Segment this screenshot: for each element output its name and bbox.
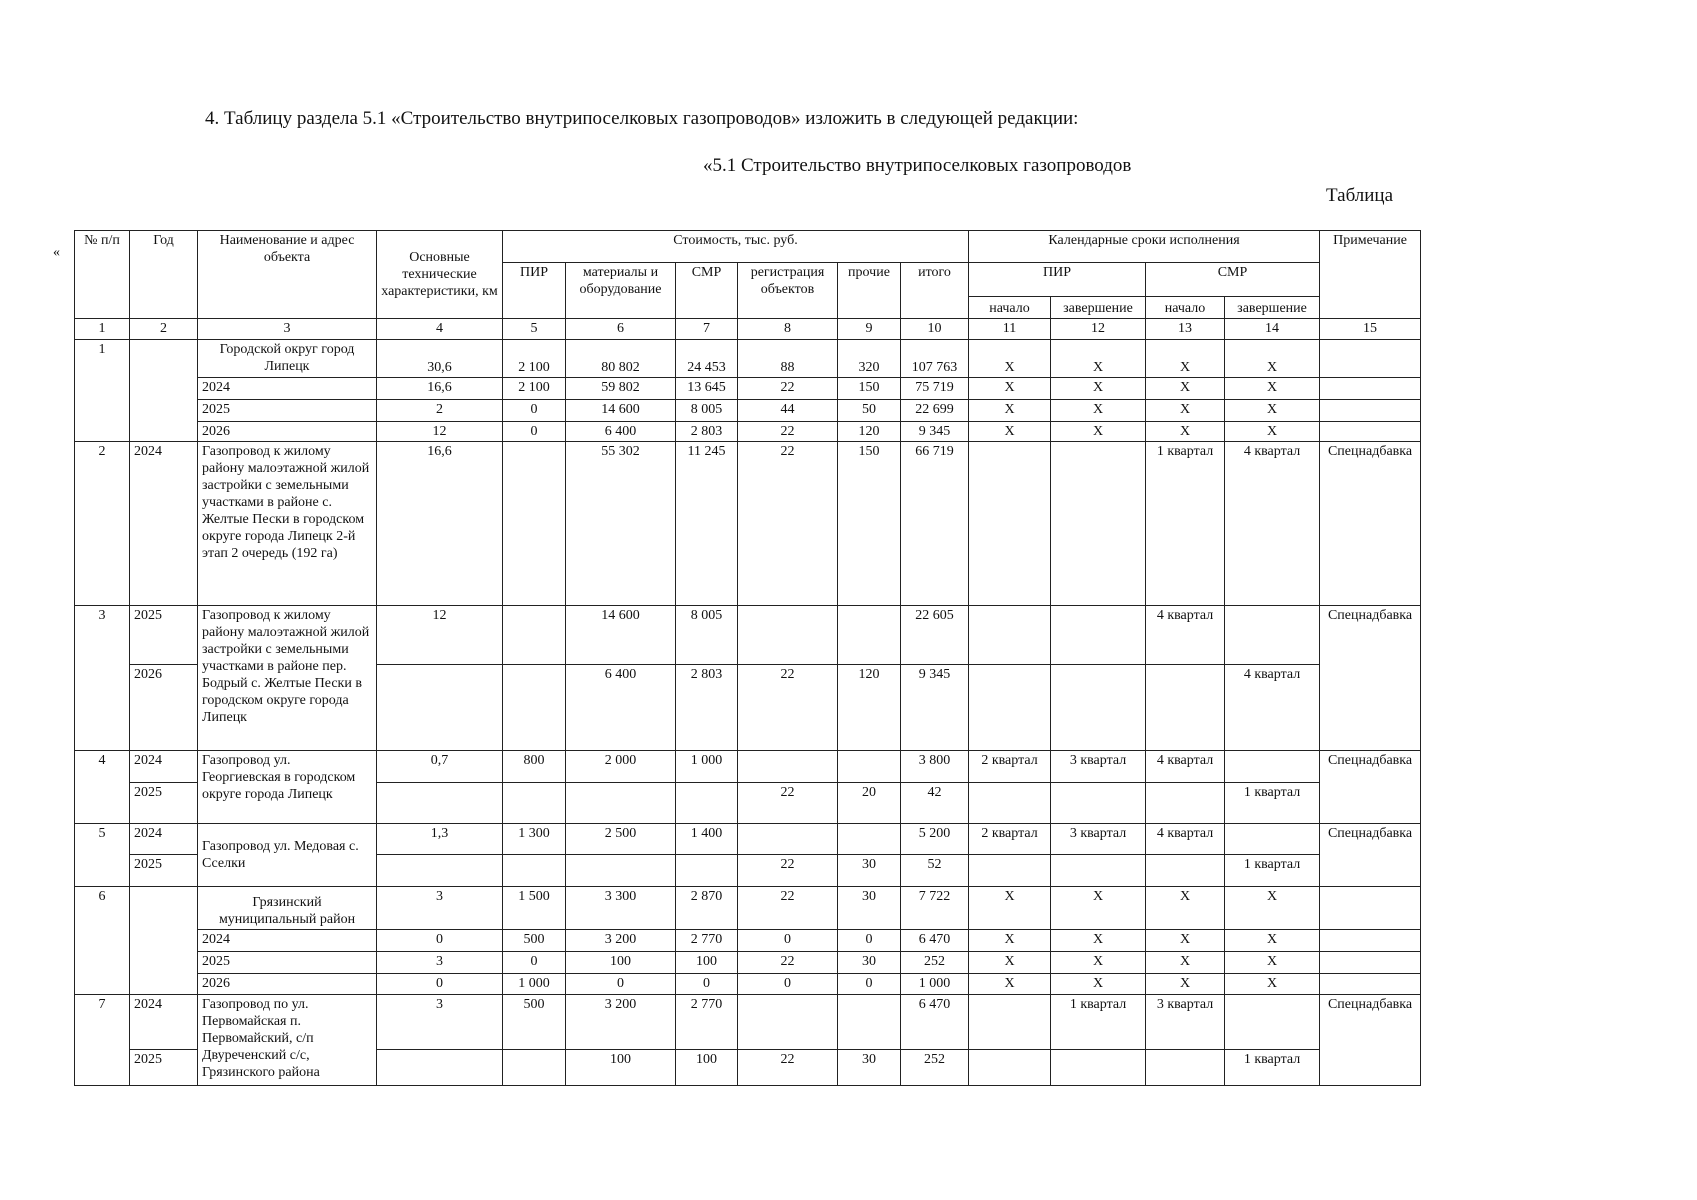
row-name: 2026 <box>198 422 377 442</box>
table-row <box>75 974 1421 995</box>
header-cost: Стоимость, тыс. руб. <box>503 231 969 263</box>
row-smr-end: X <box>1225 378 1320 400</box>
row-km: 3 <box>377 995 503 1050</box>
row-pir-end: X <box>1051 930 1146 952</box>
col-number: 6 <box>566 319 676 340</box>
row-pir: 1 300 <box>503 824 566 855</box>
row-km: 16,6 <box>377 442 503 606</box>
row-note: Спецнадбавка <box>1320 824 1421 887</box>
row-smr-end <box>1225 606 1320 665</box>
row-smr: 100 <box>676 1050 738 1086</box>
row-pir: 2 100 <box>503 378 566 400</box>
row-other: 120 <box>838 665 901 751</box>
row-pir: 0 <box>503 400 566 422</box>
row-registration <box>738 824 838 855</box>
col-number: 13 <box>1146 319 1225 340</box>
row-smr-end: 4 квартал <box>1225 665 1320 751</box>
row-smr-end: X <box>1225 400 1320 422</box>
row-materials: 100 <box>566 952 676 974</box>
row-pir <box>503 442 566 606</box>
row-km: 16,6 <box>377 378 503 400</box>
row-smr-start: X <box>1146 378 1225 400</box>
row-year: 2025 <box>130 1050 198 1086</box>
row-name: Газопровод к жилому району малоэтажной жилой застройки с земельными участками в районе пер. Бодрый с. Желтые Пески в городском округе города Липецк <box>198 606 377 751</box>
col-number: 7 <box>676 319 738 340</box>
row-pir-start: 2 квартал <box>969 751 1051 783</box>
col-number: 3 <box>198 319 377 340</box>
col-number: 4 <box>377 319 503 340</box>
row-num: 1 <box>75 340 130 442</box>
row-registration <box>738 751 838 783</box>
row-total: 22 605 <box>901 606 969 665</box>
row-smr: 13 645 <box>676 378 738 400</box>
row-smr-end <box>1225 995 1320 1050</box>
header-total: итого <box>901 263 969 319</box>
row-pir: 800 <box>503 751 566 783</box>
row-name: Газопровод ул. Медовая с. Сселки <box>198 824 377 887</box>
row-km <box>377 665 503 751</box>
row-materials <box>566 855 676 887</box>
row-name: 2025 <box>198 400 377 422</box>
row-pir-start: X <box>969 930 1051 952</box>
row-smr: 11 245 <box>676 442 738 606</box>
row-km: 1,3 <box>377 824 503 855</box>
table-row <box>75 442 1421 606</box>
row-pir-start <box>969 783 1051 824</box>
header-materials: материалы и оборудование <box>566 263 676 319</box>
row-num: 2 <box>75 442 130 606</box>
row-registration: 22 <box>738 1050 838 1086</box>
row-materials: 0 <box>566 974 676 995</box>
header-schedule-pir: ПИР <box>969 263 1146 297</box>
row-pir-start <box>969 1050 1051 1086</box>
row-other: 50 <box>838 400 901 422</box>
row-pir-start: X <box>969 340 1051 378</box>
row-pir-start <box>969 855 1051 887</box>
row-smr-start: 4 квартал <box>1146 751 1225 783</box>
row-note <box>1320 974 1421 995</box>
row-smr-start: X <box>1146 887 1225 930</box>
header-pir: ПИР <box>503 263 566 319</box>
row-registration: 22 <box>738 665 838 751</box>
row-smr-end <box>1225 824 1320 855</box>
row-km: 0 <box>377 930 503 952</box>
row-smr-start: 1 квартал <box>1146 442 1225 606</box>
quote-mark: « <box>53 245 60 260</box>
row-pir-end <box>1051 855 1146 887</box>
col-number: 10 <box>901 319 969 340</box>
row-pir-start: X <box>969 378 1051 400</box>
row-registration: 88 <box>738 340 838 378</box>
row-registration: 22 <box>738 952 838 974</box>
table-row <box>75 400 1421 422</box>
row-pir-end: X <box>1051 340 1146 378</box>
row-pir <box>503 855 566 887</box>
table-row <box>75 995 1421 1050</box>
row-smr-end: X <box>1225 930 1320 952</box>
row-registration: 44 <box>738 400 838 422</box>
row-km: 30,6 <box>377 340 503 378</box>
row-km: 12 <box>377 422 503 442</box>
row-pir-end: 3 квартал <box>1051 824 1146 855</box>
row-year: 2026 <box>130 665 198 751</box>
row-total: 1 000 <box>901 974 969 995</box>
row-year: 2024 <box>130 442 198 606</box>
row-year: 2024 <box>130 751 198 783</box>
row-materials: 14 600 <box>566 606 676 665</box>
row-smr-start: X <box>1146 422 1225 442</box>
row-note: Спецнадбавка <box>1320 751 1421 824</box>
row-name: 2026 <box>198 974 377 995</box>
row-note <box>1320 952 1421 974</box>
row-other: 30 <box>838 952 901 974</box>
row-note: Спецнадбавка <box>1320 606 1421 751</box>
row-smr: 0 <box>676 974 738 995</box>
table-title: «5.1 Строительство внутрипоселковых газопроводов <box>703 155 1132 176</box>
row-total: 66 719 <box>901 442 969 606</box>
row-total: 22 699 <box>901 400 969 422</box>
row-year: 2025 <box>130 855 198 887</box>
header-year: Год <box>130 231 198 319</box>
row-total: 3 800 <box>901 751 969 783</box>
row-smr <box>676 855 738 887</box>
row-registration: 22 <box>738 422 838 442</box>
row-note <box>1320 422 1421 442</box>
row-note <box>1320 400 1421 422</box>
row-materials: 3 200 <box>566 930 676 952</box>
row-materials: 55 302 <box>566 442 676 606</box>
table-row <box>75 952 1421 974</box>
row-smr: 2 803 <box>676 422 738 442</box>
row-name: Городской округ город Липецк <box>198 340 377 378</box>
row-pir-end: X <box>1051 400 1146 422</box>
row-pir-start <box>969 665 1051 751</box>
row-pir-end: X <box>1051 887 1146 930</box>
row-other: 0 <box>838 930 901 952</box>
row-pir: 500 <box>503 995 566 1050</box>
row-smr: 2 770 <box>676 995 738 1050</box>
table-row <box>75 824 1421 855</box>
row-total: 9 345 <box>901 422 969 442</box>
row-km <box>377 855 503 887</box>
row-smr-start <box>1146 1050 1225 1086</box>
row-year: 2025 <box>130 783 198 824</box>
row-registration <box>738 606 838 665</box>
row-registration: 22 <box>738 855 838 887</box>
header-registration: регистрация объектов <box>738 263 838 319</box>
row-smr-start: X <box>1146 930 1225 952</box>
table-label: Таблица <box>1326 185 1394 206</box>
row-km: 3 <box>377 887 503 930</box>
row-smr-end <box>1225 751 1320 783</box>
row-smr-end: 1 квартал <box>1225 783 1320 824</box>
row-other: 30 <box>838 887 901 930</box>
row-note <box>1320 378 1421 400</box>
row-smr: 2 770 <box>676 930 738 952</box>
row-smr-start <box>1146 855 1225 887</box>
row-pir-start: 2 квартал <box>969 824 1051 855</box>
row-note: Спецнадбавка <box>1320 995 1421 1086</box>
row-pir-start <box>969 606 1051 665</box>
gas-pipeline-table <box>74 230 1421 1086</box>
row-pir-end <box>1051 1050 1146 1086</box>
row-pir-end <box>1051 606 1146 665</box>
row-materials: 3 300 <box>566 887 676 930</box>
table-row <box>75 930 1421 952</box>
row-pir-end: X <box>1051 952 1146 974</box>
row-total: 252 <box>901 952 969 974</box>
row-year: 2025 <box>130 606 198 665</box>
row-other: 150 <box>838 442 901 606</box>
col-number: 12 <box>1051 319 1146 340</box>
row-year <box>130 887 198 995</box>
row-km <box>377 783 503 824</box>
row-pir-start: X <box>969 400 1051 422</box>
row-smr-start <box>1146 783 1225 824</box>
row-registration: 0 <box>738 930 838 952</box>
row-materials: 14 600 <box>566 400 676 422</box>
row-other: 30 <box>838 855 901 887</box>
col-number: 2 <box>130 319 198 340</box>
header-schedule-smr: СМР <box>1146 263 1320 297</box>
table-row <box>75 378 1421 400</box>
row-pir: 1 500 <box>503 887 566 930</box>
row-year: 2024 <box>130 824 198 855</box>
row-smr-start: X <box>1146 340 1225 378</box>
col-number: 15 <box>1320 319 1421 340</box>
row-materials: 6 400 <box>566 665 676 751</box>
row-pir: 500 <box>503 930 566 952</box>
row-smr: 8 005 <box>676 606 738 665</box>
row-other: 320 <box>838 340 901 378</box>
row-smr-end: X <box>1225 974 1320 995</box>
row-smr-end: 1 квартал <box>1225 855 1320 887</box>
row-total: 5 200 <box>901 824 969 855</box>
column-number-row <box>75 319 1421 340</box>
row-total: 9 345 <box>901 665 969 751</box>
row-registration: 22 <box>738 378 838 400</box>
header-characteristics: Основные технические характеристики, км <box>377 231 503 319</box>
table-row <box>75 751 1421 783</box>
row-pir <box>503 783 566 824</box>
row-pir-end: 3 квартал <box>1051 751 1146 783</box>
row-total: 6 470 <box>901 930 969 952</box>
row-pir-start: X <box>969 974 1051 995</box>
row-smr: 24 453 <box>676 340 738 378</box>
col-number: 9 <box>838 319 901 340</box>
row-pir-end: X <box>1051 378 1146 400</box>
row-other: 30 <box>838 1050 901 1086</box>
row-smr-start: X <box>1146 400 1225 422</box>
row-note <box>1320 340 1421 378</box>
row-total: 6 470 <box>901 995 969 1050</box>
row-materials: 2 000 <box>566 751 676 783</box>
header-row-1 <box>75 231 1421 263</box>
row-num: 3 <box>75 606 130 751</box>
row-smr: 1 400 <box>676 824 738 855</box>
row-smr-start: X <box>1146 974 1225 995</box>
row-year: 2024 <box>130 995 198 1050</box>
row-pir <box>503 1050 566 1086</box>
row-materials <box>566 783 676 824</box>
row-pir: 2 100 <box>503 340 566 378</box>
row-registration: 22 <box>738 442 838 606</box>
row-pir <box>503 606 566 665</box>
row-other <box>838 824 901 855</box>
col-number: 14 <box>1225 319 1320 340</box>
row-num: 5 <box>75 824 130 887</box>
row-smr-start <box>1146 665 1225 751</box>
row-other: 120 <box>838 422 901 442</box>
row-smr-end: X <box>1225 340 1320 378</box>
table-row <box>75 340 1421 378</box>
row-materials: 100 <box>566 1050 676 1086</box>
row-smr-end: X <box>1225 887 1320 930</box>
row-num: 7 <box>75 995 130 1086</box>
row-name: Газопровод ул. Георгиевская в городском округе города Липецк <box>198 751 377 824</box>
header-pir-end: завершение <box>1051 297 1146 319</box>
row-smr: 100 <box>676 952 738 974</box>
row-name: 2024 <box>198 378 377 400</box>
row-materials: 3 200 <box>566 995 676 1050</box>
col-number: 5 <box>503 319 566 340</box>
header-name: Наименование и адрес объекта <box>198 231 377 319</box>
table-row <box>75 422 1421 442</box>
row-materials: 6 400 <box>566 422 676 442</box>
row-total: 75 719 <box>901 378 969 400</box>
row-pir-end: X <box>1051 974 1146 995</box>
row-pir: 0 <box>503 952 566 974</box>
row-pir-start <box>969 442 1051 606</box>
col-number: 11 <box>969 319 1051 340</box>
header-pir-start: начало <box>969 297 1051 319</box>
header-num: № п/п <box>75 231 130 319</box>
row-smr <box>676 783 738 824</box>
row-total: 7 722 <box>901 887 969 930</box>
row-total: 107 763 <box>901 340 969 378</box>
row-km: 0 <box>377 974 503 995</box>
row-smr-end: 1 квартал <box>1225 1050 1320 1086</box>
col-number: 8 <box>738 319 838 340</box>
row-name: 2025 <box>198 952 377 974</box>
row-smr-start: 4 квартал <box>1146 606 1225 665</box>
row-other <box>838 606 901 665</box>
row-pir-end <box>1051 665 1146 751</box>
row-year <box>130 340 198 442</box>
header-smr: СМР <box>676 263 738 319</box>
row-km: 0,7 <box>377 751 503 783</box>
row-smr: 2 803 <box>676 665 738 751</box>
row-name: Грязинский муниципальный район <box>198 887 377 930</box>
row-km <box>377 1050 503 1086</box>
row-pir: 0 <box>503 422 566 442</box>
row-other: 20 <box>838 783 901 824</box>
row-pir-start <box>969 995 1051 1050</box>
row-total: 252 <box>901 1050 969 1086</box>
row-pir-start: X <box>969 887 1051 930</box>
row-note <box>1320 930 1421 952</box>
row-materials: 2 500 <box>566 824 676 855</box>
row-smr-end: 4 квартал <box>1225 442 1320 606</box>
section-intro: 4. Таблицу раздела 5.1 «Строительство внутрипоселковых газопроводов» изложить в следующей редакции: <box>205 108 1079 129</box>
row-other <box>838 751 901 783</box>
row-smr-start: 4 квартал <box>1146 824 1225 855</box>
row-registration: 22 <box>738 783 838 824</box>
header-schedule: Календарные сроки исполнения <box>969 231 1320 263</box>
header-smr-end: завершение <box>1225 297 1320 319</box>
row-registration <box>738 995 838 1050</box>
row-total: 52 <box>901 855 969 887</box>
row-registration: 22 <box>738 887 838 930</box>
row-km: 2 <box>377 400 503 422</box>
row-other: 0 <box>838 974 901 995</box>
row-km: 3 <box>377 952 503 974</box>
row-smr: 2 870 <box>676 887 738 930</box>
row-smr: 1 000 <box>676 751 738 783</box>
row-smr-start: 3 квартал <box>1146 995 1225 1050</box>
row-name: Газопровод к жилому району малоэтажной жилой застройки с земельными участками в районе с. Желтые Пески в городском округе города Липецк 2-й этап 2 очередь (192 га) <box>198 442 377 606</box>
row-km: 12 <box>377 606 503 665</box>
row-name: 2024 <box>198 930 377 952</box>
row-pir-end <box>1051 442 1146 606</box>
row-num: 4 <box>75 751 130 824</box>
header-smr-start: начало <box>1146 297 1225 319</box>
row-pir-end: 1 квартал <box>1051 995 1146 1050</box>
header-other: прочие <box>838 263 901 319</box>
row-pir-end: X <box>1051 422 1146 442</box>
row-materials: 59 802 <box>566 378 676 400</box>
row-total: 42 <box>901 783 969 824</box>
row-materials: 80 802 <box>566 340 676 378</box>
row-smr-end: X <box>1225 422 1320 442</box>
row-other: 150 <box>838 378 901 400</box>
row-name: Газопровод по ул. Первомайская п. Первомайский, с/п Двуреченский с/с, Грязинского района <box>198 995 377 1086</box>
row-smr-start: X <box>1146 952 1225 974</box>
row-pir-start: X <box>969 422 1051 442</box>
header-note: Примечание <box>1320 231 1421 319</box>
row-pir-end <box>1051 783 1146 824</box>
row-pir: 1 000 <box>503 974 566 995</box>
row-registration: 0 <box>738 974 838 995</box>
table-row <box>75 606 1421 665</box>
table-row <box>75 887 1421 930</box>
row-smr: 8 005 <box>676 400 738 422</box>
row-num: 6 <box>75 887 130 995</box>
row-note: Спецнадбавка <box>1320 442 1421 606</box>
row-pir-start: X <box>969 952 1051 974</box>
row-pir <box>503 665 566 751</box>
col-number: 1 <box>75 319 130 340</box>
row-note <box>1320 887 1421 930</box>
row-smr-end: X <box>1225 952 1320 974</box>
row-other <box>838 995 901 1050</box>
